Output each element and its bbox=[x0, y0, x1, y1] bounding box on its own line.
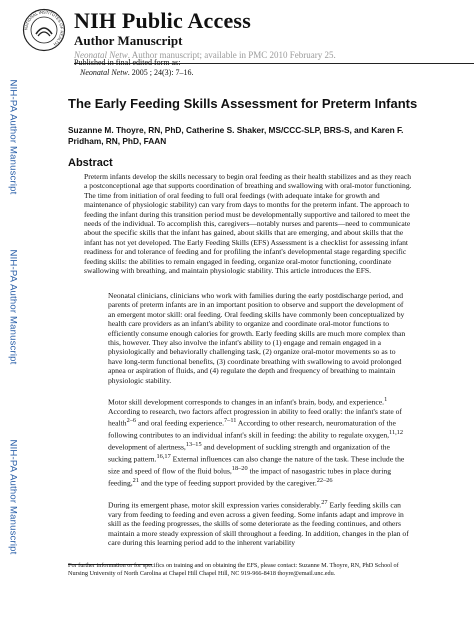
nih-header bbox=[22, 8, 462, 58]
article-authors: Suzanne M. Thoyre, RN, PhD, Catherine S. Shaker, MS/CCC-SLP, BRS-S, and Karen F. Pridham, RN, PhD, FAAN bbox=[68, 125, 404, 146]
article-body bbox=[108, 291, 410, 558]
citation-journal: Neonatal Netw bbox=[80, 68, 128, 77]
citation-details: . 2005 ; 24(3): 7–16. bbox=[127, 68, 194, 77]
abstract-text: Preterm infants develop the skills necessary to begin oral feeding as their health stabilizes and as they reach a postconceptional age that supports coordination of breathing and swallowing with oral-motor functioning. The time from initiation of oral feeding to full oral feedings (with adequate intake for growth and maintenance of physiologic stability) can vary from days to months for the preterm infant. The approach to feeding the infant during this transition period must be developmentally supportive and tailored to meet the needs of the individual. To accomplish this, caregivers—notably nurses and parents—need to communicate about the specific skills that the infant has gained, about skills that are emerging, and about skills that the infant has not yet developed. The Early Feeding Skills (EFS) Assessment is a checklist for assessing infant readiness for and tolerance of feeding and for profiling the infant's developmental stage regarding specific feeding skills: the abilities to remain engaged in feeding, organize oral-motor functioning, coordinate swallowing with breathing, and maintain physiologic stability. This article introduces the EFS. bbox=[84, 172, 412, 276]
nih-seal-icon bbox=[22, 8, 66, 52]
footnote-contact: For further information or for specifics on training and on obtaining the EFS, please contact: Suzanne M. Thoyre, RN, PhD School of Nursing University of North Carolina at Chapel Hill Chapel Hill, NC 919-966-8418 thoyre@email.unc.edu. bbox=[68, 562, 399, 577]
journal-citation bbox=[80, 68, 194, 78]
availability-text: . Author manuscript; available in PMC 2010 February 25. bbox=[127, 50, 336, 60]
body-paragraph-1: Neonatal clinicians, clinicians who work with families during the early postdischarge period, and parents of preterm infants are in an important position to observe and support the development of an emergent motor skill: oral feeding. Oral feeding skills have commonly been conceptualized by health care providers as an infant's ability to organize and coordinate oral-motor functions to efficiently consume enough calories for growth. Early feeding skills are much more complex than this, however. They also involve the infant's ability to (1) engage and remain engaged in a physiologically and behaviorally challenging task, (2) organize oral-motor movements so as to have long-term functional benefits, (3) coordinate breathing with swallowing to avoid prolonged apnea or aspiration of fluids, and (4) regulate the depth and frequency of breathing to maintain physiologic stability. bbox=[108, 291, 406, 385]
side-watermark-bottom: NIH-PA Author Manuscript bbox=[7, 439, 19, 555]
seal-text: NATIONAL INSTITUTES OF HEALTH bbox=[23, 9, 65, 47]
article-title: The Early Feeding Skills Assessment for Preterm Infants bbox=[68, 96, 418, 111]
body-paragraph-3: During its emergent phase, motor skill expression varies considerably.$^{27}$ Early feeding skills can vary from feeding to feeding and even across a given feeding. Some infants adapt and improve in skill as the feeding progresses, the skills of some deteriorate as the feeding continues, and others maintain a more steady expression of skill throughout a feeding. In addition, changes in the plan of care during this learning period add to the inherent variability bbox=[108, 499, 409, 548]
published-line: Published in final edited form as: bbox=[74, 58, 181, 67]
availability-journal: Neonatal Netw bbox=[74, 50, 128, 60]
abstract-heading: Abstract bbox=[68, 157, 113, 169]
author-manuscript-label: Author Manuscript bbox=[74, 33, 183, 48]
nih-public-access-title: NIH Public Access bbox=[74, 8, 251, 33]
side-watermark-middle: NIH-PA Author Manuscript bbox=[7, 249, 19, 365]
side-watermark-top: NIH-PA Author Manuscript bbox=[7, 79, 19, 195]
body-paragraph-2: Motor skill development corresponds to changes in an infant's brain, body, and experience.$^1$ According to research, two factors affect progression in ability to feed orally: the infant's state of health$^{2-6}$ and oral feeding experience.$^{7-11}$ According to other research, neuromaturation of the following contributes to an individual infant's skill in feeding: the ability to regulate oxygen,$^{11,12}$ development of alertness,$^{13-15}$ and development of suckling strength and organization of the sucking pattern.$^{16,17}$ External influences can also change the nature of the task. These include the size and speed of flow of the fluid bolus,$^{18-20}$ the impact of nasogastric tubes in place during feeding,$^{21}$ and the type of feeding support provided by the caregiver.$^{22-26}$ bbox=[108, 396, 405, 488]
